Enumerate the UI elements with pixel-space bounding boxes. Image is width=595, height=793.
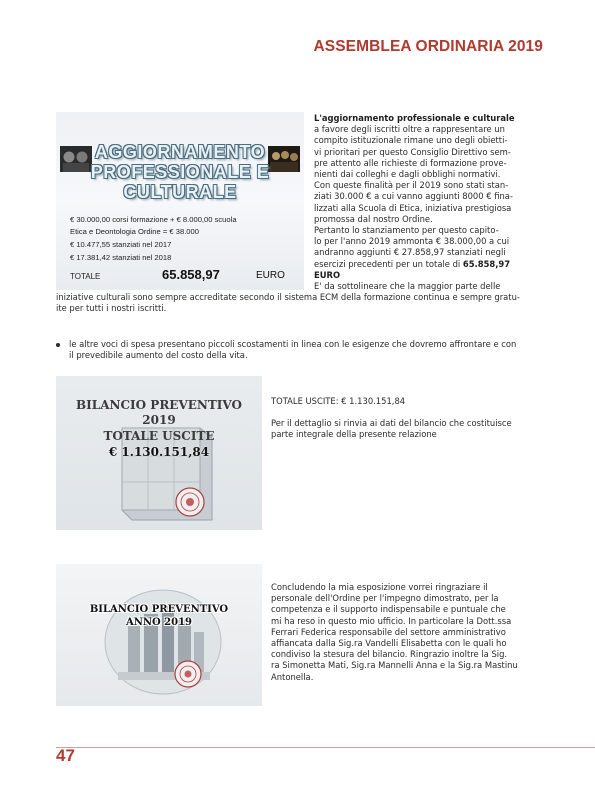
- slide2-line-1: BILANCIO PREVENTIVO: [76, 398, 242, 412]
- slide-bilancio-preventivo-image: [56, 376, 262, 530]
- paragraph-line: a favore degli iscritti oltre a rappresentare un: [314, 124, 505, 135]
- slide2-line-4: € 1.130.151,84: [108, 445, 210, 459]
- paragraph-line: Concludendo la mia esposizione vorrei ringraziare il: [271, 582, 488, 592]
- paragraph-line: andranno aggiunti € 27.858,97 stanziati negli: [314, 247, 506, 258]
- paragraph-line: Per il dettaglio si rinvia ai dati del bilancio che costituisce: [271, 418, 512, 429]
- paragraph-line: Ferrari Federica responsabile del settore amministrativo: [271, 626, 506, 637]
- slide1-total-label: TOTALE: [70, 272, 101, 281]
- paragraph-line: Antonella.: [271, 671, 314, 682]
- slide3-line-1: BILANCIO PREVENTIVO: [89, 604, 229, 615]
- slide-bilancio-anno-image: [56, 564, 262, 706]
- slide1-total-unit: EURO: [256, 270, 285, 281]
- page-number: 47: [56, 746, 75, 765]
- paragraph-line: affiancata dalla Sig.ra Vandelli Elisabetta con le quali ho: [271, 638, 507, 649]
- paragraph-line: ziati 30.000 € a cui vanno aggiunti 8000 € fina-: [314, 191, 513, 202]
- paragraph-line: parte integrale della presente relazione: [271, 429, 437, 440]
- paragraph-line: compito istituzionale rimane uno degli obietti-: [314, 135, 508, 146]
- slide1-line-3: € 10.477,55 stanziati nel 2017: [70, 240, 172, 249]
- spacer: [271, 407, 541, 418]
- slide1-line-1: € 30.000,00 corsi formazione + € 8.000,00 scuola: [70, 215, 237, 224]
- paragraph-line: lo per l'anno 2019 ammonta € 38.000,00 a cui: [314, 236, 510, 247]
- glass-city-seal-icon: [88, 576, 238, 696]
- paragraph-line: esercizi precedenti per un totale di 65.858,97: [314, 258, 511, 269]
- slide2-line-2: 2019: [142, 413, 176, 427]
- paragraph-line: pre attento alle richieste di formazione prove-: [314, 157, 507, 168]
- bilancio-paragraph: [271, 396, 541, 441]
- paragraph-line: competenza e il supporto indispensabile e puntuale che: [271, 604, 506, 615]
- slide2-line-3: TOTALE USCITE: [103, 429, 215, 443]
- paragraph-line: mi ha reso in questo mio ufficio. In particolare la Dott.ssa: [271, 615, 512, 626]
- paragraph-line: le altre voci di spesa presentano piccoli scostamenti in linea con le esigenze che dovremo affrontare e con: [69, 339, 517, 349]
- slide1-line-4: € 17.381,42 stanziati nel 2018: [70, 253, 172, 262]
- paragraph-line: condiviso la stesura del bilancio. Ringrazio inoltre la Sig.: [271, 649, 508, 660]
- slide1-title-line-2: PROFESSIONALE E: [90, 162, 270, 182]
- paragraph-line: EURO: [314, 269, 341, 280]
- paragraph-line: promossa dal nostro Ordine.: [314, 213, 433, 224]
- ringraziamenti-paragraph: [271, 582, 541, 683]
- slide1-title-line-1: AGGIORNAMENTO: [94, 142, 266, 162]
- bullet-dot-icon: [56, 343, 60, 347]
- paragraph-line: ite per tutti i nostri iscritti.: [56, 303, 167, 314]
- paragraph-line: E' da sottolineare che la maggior parte delle: [314, 281, 501, 292]
- total-uscite-line: TOTALE USCITE: € 1.130.151,84: [271, 396, 406, 406]
- paragraph-line: il prevedibile aumento del costo della vita.: [69, 350, 248, 361]
- total-bold: 65.858,97: [462, 258, 511, 269]
- slide1-title-line-3: CULTURALE: [123, 182, 237, 202]
- slide-aggiornamento-image: [56, 112, 304, 290]
- slide1-total-value: 65.858,97: [162, 267, 220, 282]
- paragraph-line: ra Simonetta Mati, Sig.ra Mannelli Anna e la Sig.ra Mastinu: [271, 660, 518, 671]
- paragraph-line: L'aggiornamento professionale e culturale: [314, 113, 515, 123]
- paragraph-line: vi prioritari per questo Consiglio Direttivo sem-: [314, 146, 511, 157]
- paragraph-line: lizzati alla Scuola di Etica, iniziativa prestigiosa: [314, 202, 512, 213]
- paragraph-line: Con queste finalità per il 2019 sono stati stan-: [314, 180, 509, 191]
- slide1-line-2: Etica e Deontologia Ordine = € 38.000: [70, 227, 199, 236]
- footer-divider: [56, 747, 595, 748]
- bullet-paragraph: [69, 339, 541, 361]
- paragraph-line: iniziative culturali sono sempre accreditate secondo il sistema ECM della formazione continua e sempre gratu-: [56, 292, 520, 302]
- aggiornamento-paragraph-continued: [56, 292, 540, 314]
- paragraph-line: Pertanto lo stanziamento per questo capito-: [314, 225, 499, 236]
- aggiornamento-paragraph: [314, 113, 540, 292]
- paragraph-line: personale dell'Ordine per l'impegno dimostrato, per la: [271, 593, 499, 604]
- page-header-title: ASSEMBLEA ORDINARIA 2019: [313, 38, 543, 55]
- paragraph-line: nienti dai colleghi e dagli obblighi normativi.: [314, 169, 501, 180]
- slide3-line-2: ANNO 2019: [125, 617, 193, 628]
